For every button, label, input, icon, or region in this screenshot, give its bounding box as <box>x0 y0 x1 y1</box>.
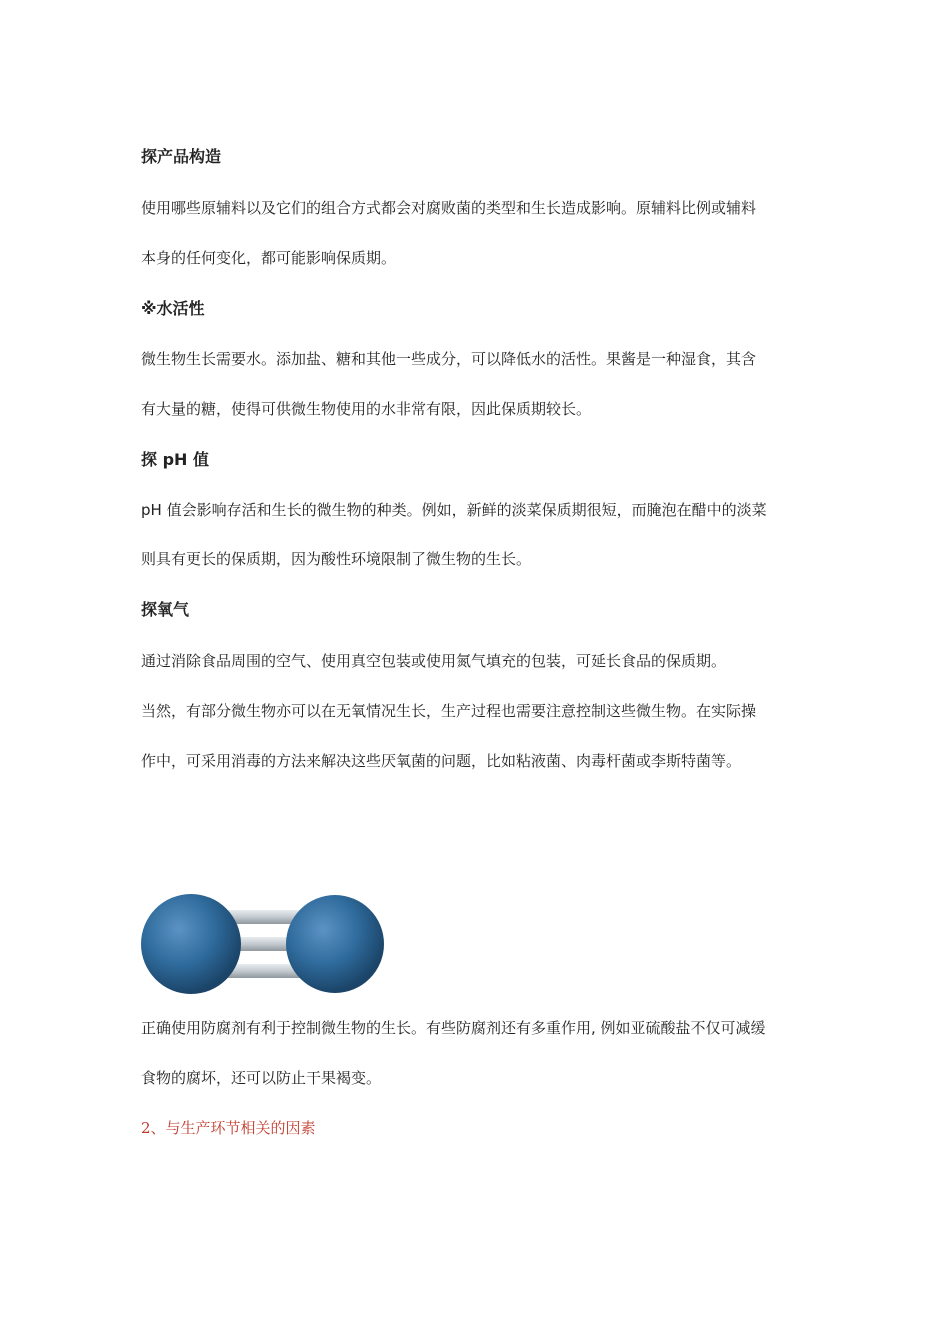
atom-left <box>141 894 241 994</box>
paragraph-preservative-line-2: 食物的腐坏，还可以防止干果褐变。 <box>141 1069 382 1087</box>
heading-ph-value: 探 pH 值 <box>141 450 209 469</box>
next-section-title: 2、与生产环节相关的因素 <box>141 1119 316 1137</box>
paragraph-oxygen-2-line-1: 当然，有部分微生物亦可以在无氧情况生长，生产过程也需要注意控制这些微生物。在实际操 <box>141 702 757 720</box>
paragraph-ph-line-2: 则具有更长的保质期，因为酸性环境限制了微生物的生长。 <box>141 550 532 568</box>
heading-product-structure: 探产品构造 <box>141 147 222 166</box>
atom-right <box>286 895 384 993</box>
paragraph-oxygen-1: 通过消除食品周围的空气、使用真空包装或使用氮气填充的包装，可延长食品的保质期。 <box>141 652 727 670</box>
paragraph-product-line-1: 使用哪些原辅料以及它们的组合方式都会对腐败菌的类型和生长造成影响。原辅料比例或辅料 <box>141 199 757 217</box>
paragraph-ph-line-1: pH 值会影响存活和生长的微生物的种类。例如，新鲜的淡菜保质期很短，而腌泡在醋中的淡菜 <box>141 501 767 519</box>
paragraph-water-line-2: 有大量的糖，使得可供微生物使用的水非常有限，因此保质期较长。 <box>141 400 592 418</box>
heading-water-activity: ※水活性 <box>141 299 205 318</box>
molecule-icon <box>141 892 387 996</box>
paragraph-oxygen-2-line-2: 作中，可采用消毒的方法来解决这些厌氧菌的问题，比如粘液菌、肉毒杆菌或李斯特菌等。 <box>141 752 742 770</box>
paragraph-preservative-line-1: 正确使用防腐剂有利于控制微生物的生长。有些防腐剂还有多重作用, 例如亚硫酸盐不仅可减缓 <box>141 1019 766 1037</box>
paragraph-water-line-1: 微生物生长需要水。添加盐、糖和其他一些成分，可以降低水的活性。果酱是一种湿食，其含 <box>141 350 757 368</box>
paragraph-product-line-2: 本身的任何变化，都可能影响保质期。 <box>141 249 397 267</box>
heading-oxygen: 探氧气 <box>141 600 190 619</box>
